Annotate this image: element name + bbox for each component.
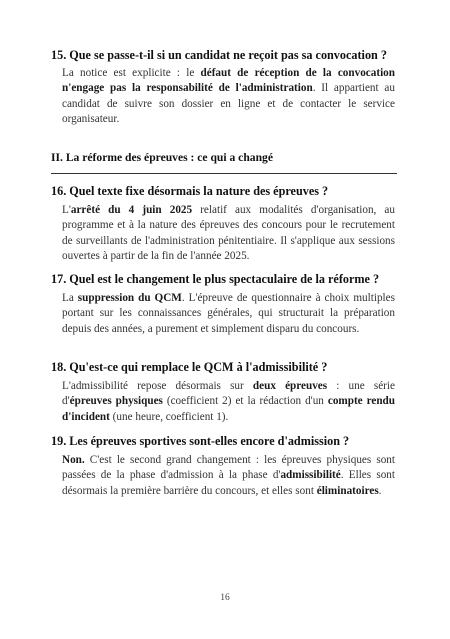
question-17-title: 17. Quel est le changement le plus spectaculaire de la réforme ? bbox=[51, 272, 380, 286]
question-16-title: 16. Quel texte fixe désormais la nature des épreuves ? bbox=[51, 184, 329, 198]
question-18-title: 18. Qu'est-ce qui remplace le QCM à l'admissibilité ? bbox=[51, 360, 328, 374]
section-divider bbox=[51, 173, 397, 174]
section-title: II. La réforme des épreuves : ce qui a changé bbox=[51, 151, 273, 164]
question-16-answer: L'arrêté du 4 juin 2025 relatif aux modalités d'organisation, au programme et à la nature des épreuves des concours pour le recrutement de surveillants de l'administration pénitentiaire. Il s'applique aux sessions ouvertes à partir de la fin de l'année 2025. bbox=[62, 204, 395, 263]
page-number: 16 bbox=[220, 593, 230, 603]
question-15-answer: La notice est explicite : le défaut de réception de la convocation n'engage pas la responsabilité de l'administration. Il appartient au candidat de suivre son dossier en ligne et de contacter le service organisateur. bbox=[62, 67, 395, 126]
question-19-title: 19. Les épreuves sportives sont-elles encore d'admission ? bbox=[51, 434, 350, 448]
question-19-answer: Non. C'est le second grand changement : les épreuves physiques sont passées de la phase d'admission à la phase d'admissibilité. Elles sont désormais la première barrière du concours, et elles sont éliminatoires. bbox=[62, 454, 395, 497]
question-18-answer: L'admissibilité repose désormais sur deux épreuves : une série d'épreuves physiques (coefficient 2) et la rédaction d'un compte rendu d'incident (une heure, coefficient 1). bbox=[62, 380, 396, 423]
question-15-title: 15. Que se passe-t-il si un candidat ne reçoit pas sa convocation ? bbox=[51, 48, 387, 62]
question-17-answer: La suppression du QCM. L'épreuve de questionnaire à choix multiples portant sur les connaissances générales, qui structurait la préparation depuis des années, a purement et simplement disparu du concours. bbox=[62, 292, 395, 335]
